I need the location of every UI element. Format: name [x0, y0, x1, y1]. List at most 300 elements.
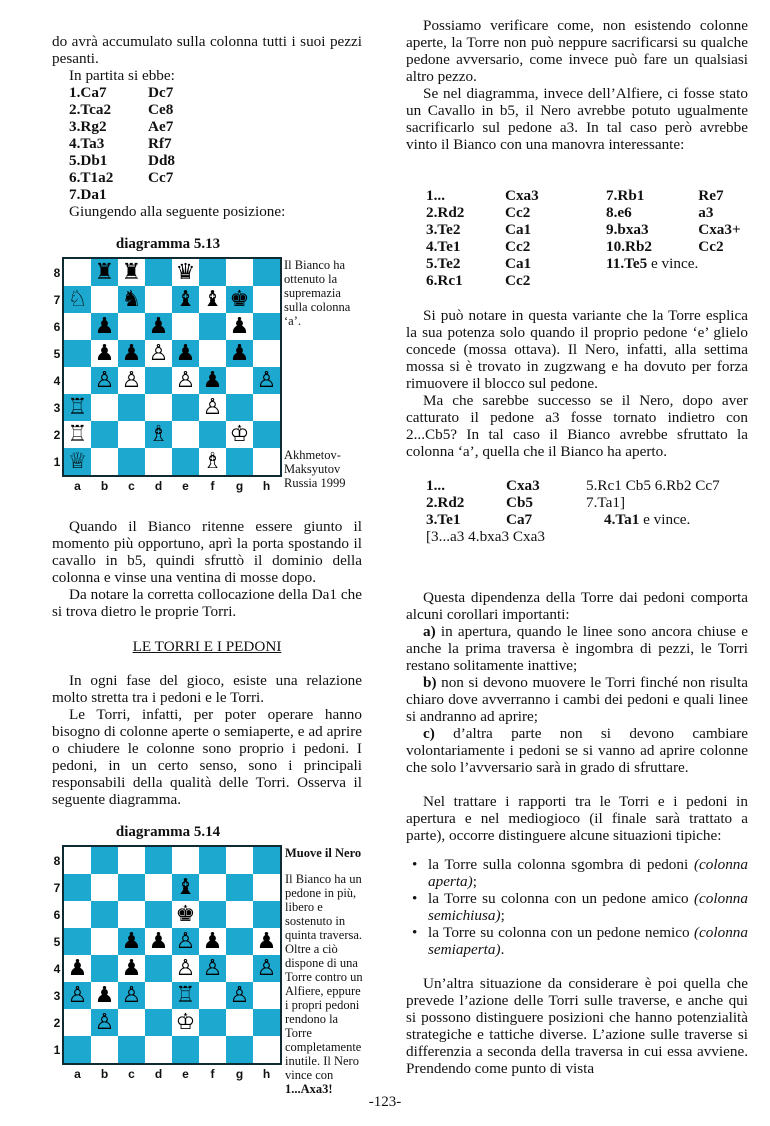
move: Ca1	[505, 221, 532, 238]
square-d4	[145, 955, 172, 982]
chess-piece-icon: ♟	[94, 313, 115, 339]
move: [3...a3 4.bxa3 Cxa3	[426, 528, 545, 545]
move: Ce8	[148, 101, 174, 118]
chessboard	[62, 257, 282, 477]
square-b8	[91, 259, 118, 286]
move: 7.Da1	[69, 186, 107, 203]
square-d4	[145, 367, 172, 394]
corollary-text: non si devono muovere le Torri finché non risulta chiaro dove avverranno i cambi dei pedoni e quali linee si andranno ad aprire;	[406, 674, 748, 725]
winning-move: 1...Axa3!	[285, 1082, 333, 1096]
paragraph: Possiamo verificare come, non esistendo colonne aperte, la Torre non può neppure sacrificarsi su qualche pedone avversario, come invece può fare un qualsiasi altro pezzo.	[406, 17, 748, 85]
chess-piece-icon: ♙	[148, 340, 169, 366]
square-d1	[145, 1036, 172, 1063]
file-label: g	[235, 1067, 244, 1081]
square-e5	[172, 928, 199, 955]
move-row	[426, 204, 741, 221]
square-f3	[199, 394, 226, 421]
file-label: b	[100, 1067, 109, 1081]
chess-piece-icon: ♗	[148, 421, 169, 447]
chess-piece-icon: ♙	[175, 955, 196, 981]
square-g4	[226, 367, 253, 394]
chess-piece-icon: ♟	[202, 928, 223, 954]
move: 2.Rd2	[426, 494, 465, 511]
square-f8	[199, 847, 226, 874]
game-source: Akhmetov-Maksyutov Russia 1999	[284, 448, 346, 490]
move-row	[426, 272, 741, 289]
rank-label: 5	[53, 347, 61, 361]
square-h3	[253, 394, 280, 421]
file-label: c	[128, 1067, 135, 1081]
move: 4.Ta1	[604, 511, 640, 528]
move: 3.Rg2	[69, 118, 107, 135]
corollary-c	[406, 725, 748, 776]
diagram-5-14	[52, 824, 362, 1106]
chess-piece-icon: ♟	[121, 340, 142, 366]
move: 4.Te1	[426, 238, 461, 255]
move: 5.Te2	[426, 255, 461, 272]
square-a5	[64, 928, 91, 955]
square-e7	[172, 286, 199, 313]
move: Ca1	[505, 255, 532, 272]
file-label: d	[154, 1067, 163, 1081]
square-c6	[118, 313, 145, 340]
chess-piece-icon: ♟	[175, 340, 196, 366]
square-b3	[91, 982, 118, 1009]
square-h4	[253, 367, 280, 394]
square-d6	[145, 313, 172, 340]
move	[606, 272, 698, 289]
chess-piece-icon: ♝	[175, 874, 196, 900]
square-g1	[226, 1036, 253, 1063]
file-label: b	[100, 479, 109, 493]
move: Cc2	[698, 238, 724, 255]
square-b6	[91, 901, 118, 928]
square-g3	[226, 982, 253, 1009]
square-g5	[226, 340, 253, 367]
move: Cxa3	[506, 477, 540, 494]
square-a1	[64, 448, 91, 475]
paragraph: Giungendo alla seguente posizione:	[69, 203, 286, 220]
rank-label: 2	[53, 1016, 61, 1030]
square-f1	[199, 448, 226, 475]
paragraph: Un’altra situazione da considerare è poi quella che prevede l’azione delle Torri sulle traverse, e anche qui si possono distinguere posizioni che hanno potenzialità strategiche e tattiche diverse. L’azione sulle traverse si differenzia a seconda della traversa in cui essa avviene. Prendendo come punto di vista	[406, 975, 748, 1077]
move: 7.Rb1	[606, 187, 645, 204]
move: 1.Ca7	[69, 84, 107, 101]
square-f5	[199, 340, 226, 367]
square-e4	[172, 367, 199, 394]
diagram-caption-box	[285, 846, 367, 1096]
square-h5	[253, 340, 280, 367]
square-g1	[226, 448, 253, 475]
square-c2	[118, 1009, 145, 1036]
square-d8	[145, 259, 172, 286]
move	[148, 186, 175, 203]
square-c3	[118, 982, 145, 1009]
rank-label: 1	[53, 1043, 61, 1057]
rank-label: 8	[53, 854, 61, 868]
move: 1...	[426, 187, 445, 204]
rank-label: 3	[53, 989, 61, 1003]
section-heading: LE TORRI E I PEDONI	[132, 638, 282, 655]
chess-piece-icon: ♔	[229, 421, 250, 447]
square-e6	[172, 313, 199, 340]
chess-piece-icon: ♟	[121, 955, 142, 981]
chess-piece-icon: ♚	[229, 286, 250, 312]
file-label: e	[182, 479, 189, 493]
square-d3	[145, 394, 172, 421]
chess-piece-icon: ♙	[175, 928, 196, 954]
move: Dc7	[148, 84, 174, 101]
move: 11.Te5 e vince.	[606, 255, 699, 272]
square-a7	[64, 874, 91, 901]
square-c5	[118, 928, 145, 955]
rank-label: 2	[53, 428, 61, 442]
square-h7	[253, 874, 280, 901]
chess-piece-icon: ♚	[175, 901, 196, 927]
move: 4.Ta3	[69, 135, 105, 152]
square-f6	[199, 313, 226, 340]
result: e vince.	[647, 255, 699, 272]
square-h1	[253, 1036, 280, 1063]
square-h6	[253, 901, 280, 928]
move: Cc7	[148, 169, 174, 186]
move-row	[69, 186, 175, 203]
chess-piece-icon: ♖	[67, 394, 88, 420]
move: 5.Rc1 Cb5 6.Rb2 Cc7	[586, 477, 720, 494]
square-c1	[118, 1036, 145, 1063]
square-f5	[199, 928, 226, 955]
square-c6	[118, 901, 145, 928]
square-g7	[226, 874, 253, 901]
corollary-text: in apertura, quando le linee sono ancora chiuse e anche la prima traversa è ingombra di pezzi, le Torri restano solitamente inattive;	[406, 623, 748, 674]
square-a8	[64, 259, 91, 286]
file-label: e	[182, 1067, 189, 1081]
square-h4	[253, 955, 280, 982]
chess-piece-icon: ♖	[175, 982, 196, 1008]
move: 10.Rb2	[606, 238, 652, 255]
square-f8	[199, 259, 226, 286]
caption-title: Muove il Nero	[285, 846, 362, 860]
chess-piece-icon: ♟	[94, 982, 115, 1008]
square-e3	[172, 982, 199, 1009]
square-g6	[226, 901, 253, 928]
square-f3	[199, 982, 226, 1009]
square-h8	[253, 847, 280, 874]
square-h1	[253, 448, 280, 475]
square-e8	[172, 847, 199, 874]
bullet-item: • la Torre su colonna con un pedone amico (colonna semichiusa);	[406, 890, 748, 924]
rank-label: 5	[53, 935, 61, 949]
square-a1	[64, 1036, 91, 1063]
chess-piece-icon: ♟	[148, 313, 169, 339]
square-a3	[64, 982, 91, 1009]
chess-piece-icon: ♞	[121, 286, 142, 312]
move: 6.Rc1	[426, 272, 463, 289]
move-row	[69, 152, 175, 169]
square-d6	[145, 901, 172, 928]
square-b2	[91, 421, 118, 448]
square-b2	[91, 1009, 118, 1036]
move-row	[426, 187, 741, 204]
square-c2	[118, 421, 145, 448]
square-c8	[118, 847, 145, 874]
corollary-label: c)	[423, 725, 435, 742]
square-g3	[226, 394, 253, 421]
square-b6	[91, 313, 118, 340]
square-b7	[91, 286, 118, 313]
square-c3	[118, 394, 145, 421]
page-number: -123-	[368, 1094, 402, 1110]
chess-piece-icon: ♗	[202, 448, 223, 474]
move: 8.e6	[606, 204, 632, 221]
square-b1	[91, 448, 118, 475]
square-d7	[145, 874, 172, 901]
square-c8	[118, 259, 145, 286]
move-row	[69, 84, 175, 101]
diagram-title: diagramma 5.14	[115, 824, 221, 840]
paragraph: do avrà accumulato sulla colonna tutti i suoi pezzi pesanti.	[52, 33, 362, 67]
square-e1	[172, 1036, 199, 1063]
square-g8	[226, 847, 253, 874]
diagram-caption: Il Bianco ha un pedone in più, libero e sostenuto in quinta traversa. Oltre a ciò dispone di una Torre contro un Alfiere, eppure i propri pedoni rendono la Torre completamente inutile. Il Nero vince con	[285, 872, 363, 1082]
square-h3	[253, 982, 280, 1009]
square-a6	[64, 313, 91, 340]
square-a4	[64, 955, 91, 982]
square-b1	[91, 1036, 118, 1063]
bullet-item: • la Torre sulla colonna sgombra di pedoni (colonna aperta);	[406, 856, 748, 890]
move: 3.Te2	[426, 221, 461, 238]
rank-label: 4	[53, 962, 61, 976]
paragraph: Se nel diagramma, invece dell’Alfiere, ci fosse stato un Cavallo in b5, il Nero avrebbe potuto ugualmente sacrificarlo sul pedone a3. In tal caso però avrebbe vinto il Bianco con una manovra interessante:	[406, 85, 748, 153]
chess-piece-icon: ♙	[256, 955, 277, 981]
square-c7	[118, 286, 145, 313]
square-g2	[226, 421, 253, 448]
square-a6	[64, 901, 91, 928]
square-h2	[253, 1009, 280, 1036]
bullet-list	[406, 856, 748, 958]
chess-piece-icon: ♖	[67, 421, 88, 447]
square-g7	[226, 286, 253, 313]
move: Ca7	[506, 511, 533, 528]
file-label: f	[210, 1067, 215, 1081]
file-label: h	[262, 479, 271, 493]
square-b4	[91, 367, 118, 394]
left-column	[52, 33, 362, 1106]
square-a5	[64, 340, 91, 367]
move-row	[69, 169, 175, 186]
corollary-label: a)	[423, 623, 436, 640]
move: 2.Rd2	[426, 204, 465, 221]
move: Cc2	[505, 272, 531, 289]
corollary-text: d’altra parte non si devono cambiare volontariamente i pedoni se si vanno ad aprire colonne che solo l’avversario sarà in grado di sfruttare.	[406, 725, 748, 776]
chess-piece-icon: ♟	[202, 367, 223, 393]
move-row	[69, 118, 175, 135]
square-h5	[253, 928, 280, 955]
rank-label: 8	[53, 266, 61, 280]
chess-piece-icon: ♙	[94, 1009, 115, 1035]
chess-piece-icon: ♟	[148, 928, 169, 954]
square-c7	[118, 874, 145, 901]
file-label: a	[74, 479, 81, 493]
square-a8	[64, 847, 91, 874]
square-g8	[226, 259, 253, 286]
square-e8	[172, 259, 199, 286]
paragraph: Nel trattare i rapporti tra le Torri e i pedoni in apertura e nel mediogioco (il finale sarà trattato a parte), occorre distinguere alcune situazioni tipiche:	[406, 793, 748, 844]
chess-piece-icon: ♙	[256, 367, 277, 393]
square-e1	[172, 448, 199, 475]
move: Cc2	[505, 238, 531, 255]
chess-piece-icon: ♛	[175, 259, 196, 285]
square-h8	[253, 259, 280, 286]
square-f2	[199, 1009, 226, 1036]
chess-piece-icon: ♝	[202, 286, 223, 312]
move-row	[69, 135, 175, 152]
bullet-item: • la Torre su colonna con un pedone nemico (colonna semiaperta).	[406, 924, 748, 958]
chess-piece-icon: ♔	[175, 1009, 196, 1035]
square-e2	[172, 421, 199, 448]
corollary-a	[406, 623, 748, 674]
chess-piece-icon: ♙	[175, 367, 196, 393]
square-f4	[199, 955, 226, 982]
file-label: f	[210, 479, 215, 493]
move: Re7	[698, 187, 724, 204]
square-d1	[145, 448, 172, 475]
diagram-caption: Il Bianco ha ottenuto la supremazia sulla colonna ‘a’.	[284, 258, 351, 328]
move: Rf7	[148, 135, 172, 152]
move: 2.Tca2	[69, 101, 112, 118]
move: 5.Db1	[69, 152, 108, 169]
square-e2	[172, 1009, 199, 1036]
square-d7	[145, 286, 172, 313]
square-c4	[118, 367, 145, 394]
square-a2	[64, 421, 91, 448]
file-label: a	[74, 1067, 81, 1081]
move: Cxa3+	[698, 221, 741, 238]
chess-piece-icon: ♟	[256, 928, 277, 954]
paragraph: Si può notare in questa variante che la Torre esplica la sua potenza solo quando il proprio pedone ‘e’ glielo concede (mossa ottava). Il Nero, infatti, alla settima mossa si è trovato in zugzwang e ha dovuto per forza rimuovere il blocco sul pedone.	[406, 307, 748, 392]
chess-piece-icon: ♙	[67, 982, 88, 1008]
square-e4	[172, 955, 199, 982]
move-row	[426, 255, 741, 272]
square-b5	[91, 928, 118, 955]
move	[698, 255, 740, 272]
square-h7	[253, 286, 280, 313]
square-a2	[64, 1009, 91, 1036]
square-f7	[199, 286, 226, 313]
rank-label: 1	[53, 455, 61, 469]
square-d2	[145, 1009, 172, 1036]
rank-label: 6	[53, 320, 61, 334]
move: 7.Ta1]	[586, 494, 625, 511]
move: 6.T1a2	[69, 169, 114, 186]
square-g5	[226, 928, 253, 955]
file-label: d	[154, 479, 163, 493]
square-d2	[145, 421, 172, 448]
square-e6	[172, 901, 199, 928]
square-e7	[172, 874, 199, 901]
corollary-label: b)	[423, 674, 437, 691]
square-h6	[253, 313, 280, 340]
file-label: g	[235, 479, 244, 493]
move: 3.Te1	[426, 511, 461, 528]
chessboard	[62, 845, 282, 1065]
move: Cc2	[505, 204, 531, 221]
move: a3	[698, 204, 714, 221]
rank-label: 6	[53, 908, 61, 922]
square-c4	[118, 955, 145, 982]
corollary-b	[406, 674, 748, 725]
square-f6	[199, 901, 226, 928]
file-label: h	[262, 1067, 271, 1081]
square-d5	[145, 928, 172, 955]
chess-piece-icon: ♙	[121, 367, 142, 393]
square-d5	[145, 340, 172, 367]
chess-piece-icon: ♙	[121, 982, 142, 1008]
chess-piece-icon: ♟	[94, 340, 115, 366]
paragraph: In ogni fase del gioco, esiste una relazione molto stretta tra i pedoni e le Torri.	[52, 672, 362, 706]
square-b8	[91, 847, 118, 874]
move: Dd8	[148, 152, 176, 169]
square-b7	[91, 874, 118, 901]
variation-1-table	[426, 187, 741, 289]
chess-piece-icon: ♙	[202, 394, 223, 420]
square-g6	[226, 313, 253, 340]
diagram-title: diagramma 5.13	[115, 236, 221, 252]
chess-piece-icon: ♜	[121, 259, 142, 285]
paragraph: Ma che sarebbe successo se il Nero, dopo aver catturato il pedone a3 fosse tornato indietro con 2...Cb5? In tal caso il Bianco avrebbe sfruttato la colonna ‘a’, quella che il Bianco ha aperto.	[406, 392, 748, 460]
rank-label: 3	[53, 401, 61, 415]
chess-piece-icon: ♝	[175, 286, 196, 312]
chess-piece-icon: ♟	[121, 928, 142, 954]
square-f4	[199, 367, 226, 394]
chess-piece-icon: ♕	[67, 448, 88, 474]
chess-piece-icon: ♙	[202, 955, 223, 981]
result: e vince.	[643, 511, 691, 528]
chess-piece-icon: ♟	[229, 340, 250, 366]
square-e3	[172, 394, 199, 421]
diagram-5-13	[52, 236, 362, 518]
square-d3	[145, 982, 172, 1009]
square-e5	[172, 340, 199, 367]
game-moves-table	[69, 84, 175, 203]
move: 1...	[426, 477, 445, 494]
paragraph: Quando il Bianco ritenne essere giunto il momento più opportuno, aprì la porta spostando il cavallo in b5, quindi sfruttò il dominio della colonna e vinse una ventina di mosse dopo.	[52, 518, 362, 586]
square-a3	[64, 394, 91, 421]
square-b5	[91, 340, 118, 367]
paragraph: In partita si ebbe:	[69, 67, 175, 84]
move: 9.bxa3	[606, 221, 649, 238]
file-label: c	[128, 479, 135, 493]
chess-piece-icon: ♙	[229, 982, 250, 1008]
paragraph: Le Torri, infatti, per poter operare hanno bisogno di colonne aperte o semiaperte, e ad aprire o chiudere le colonne sono proprio i pedoni. I pedoni, in un certo senso, sono i principali responsabili della qualità delle Torri. Osserva il seguente diagramma.	[52, 706, 362, 808]
square-c1	[118, 448, 145, 475]
chess-piece-icon: ♜	[94, 259, 115, 285]
move-row	[69, 101, 175, 118]
square-a4	[64, 367, 91, 394]
move: Cb5	[506, 494, 534, 511]
move-row	[426, 221, 741, 238]
square-f2	[199, 421, 226, 448]
variation-2-table	[426, 477, 720, 545]
chess-piece-icon: ♘	[67, 286, 88, 312]
square-h2	[253, 421, 280, 448]
square-d8	[145, 847, 172, 874]
square-g4	[226, 955, 253, 982]
square-c5	[118, 340, 145, 367]
rank-label: 7	[53, 881, 61, 895]
square-b4	[91, 955, 118, 982]
rank-label: 7	[53, 293, 61, 307]
